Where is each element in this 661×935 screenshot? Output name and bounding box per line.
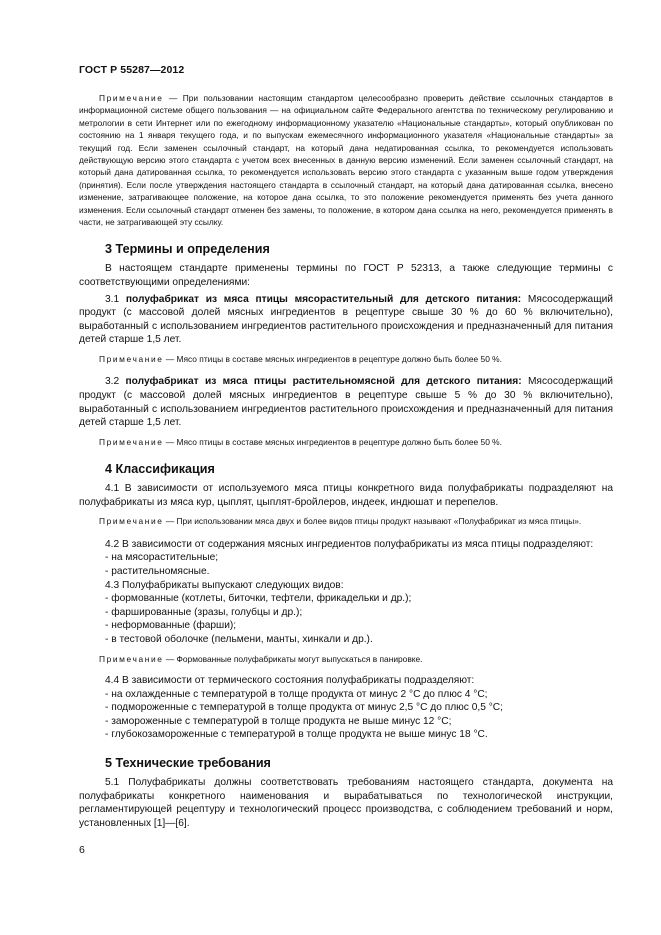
page-number: 6: [79, 844, 85, 856]
term-3-2-note: Примечание — Мясо птицы в составе мясных ингредиентов в рецептуре должно быть более 50 %.: [99, 436, 502, 447]
section-3-intro: В настоящем стандарте применены термины по ГОСТ Р 52313, а также следующие термины с соответствующими определениями:: [79, 263, 613, 289]
term-3-1-name: полуфабрикат из мяса птицы мясорастительный для детского питания:: [125, 293, 522, 305]
list-item: - замороженные с температурой в толще продукта не выше минус 12 °С;: [105, 715, 452, 727]
section-3-title: 3 Термины и определения: [105, 242, 270, 257]
section-5-title: 5 Технические требования: [105, 755, 271, 770]
clause-4-1: 4.1 В зависимости от используемого мяса птицы конкретного вида полуфабрикаты подразделяют на полуфабрикаты из мяса кур, цыплят, цыплят-бройлеров, индеек, индюшат и перепелов.: [79, 483, 613, 508]
list-item: - подмороженные с температурой в толще продукта от минус 2,5 °С до плюс 0,5 °С;: [105, 702, 503, 714]
list-item: - неформованные (фарши);: [105, 620, 237, 632]
list-item: - в тестовой оболочке (пельмени, манты, хинкали и др.).: [105, 633, 373, 645]
section-4-title: 4 Классификация: [105, 462, 215, 477]
clause-4-3-note: Примечание — Формованные полуфабрикаты могут выпускаться в панировке.: [99, 653, 423, 664]
term-3-2-name: полуфабрикат из мяса птицы растительномясной для детского питания:: [125, 376, 522, 388]
list-item: - на охлажденные с температурой в толще продукта от минус 2 °С до плюс 4 °С;: [105, 688, 488, 700]
list-item: - растительномясные.: [105, 566, 210, 577]
clause-4-1-note: Примечание — При использовании мяса двух и более видов птицы продукт называют «Полуфабрикат из мяса птицы».: [99, 516, 582, 527]
list-item: - на мясорастительные;: [105, 552, 219, 564]
page-content: [79, 92, 613, 830]
note-label: Примечание: [99, 93, 164, 103]
list-item: - формованные (котлеты, биточки, тефтели, фрикадельки и др.);: [105, 593, 412, 605]
clause-4-3: 4.3 Полуфабрикаты выпускают следующих видов:: [105, 579, 344, 591]
clause-4-4: 4.4 В зависимости от термического состояния полуфабрикаты подразделяют:: [105, 674, 475, 686]
doc-header-code: ГОСТ Р 55287—2012: [79, 64, 185, 76]
term-3-2: 3.2 полуфабрикат из мяса птицы растительномясной для детского питания: Мясосодержащий продукт (с массовой долей мясных ингредиентов в рецептуре свыше 5 % до 30 % включительно), выработанный с использованием ингредиентов растительного происхождения и предназначенный для питания детей старше 1,5 лет.: [79, 376, 613, 429]
list-item: - глубокозамороженные с температурой в толще продукта не выше минус 18 °С.: [105, 729, 488, 741]
term-3-1: 3.1 полуфабрикат из мяса птицы мясорастительный для детского питания: Мясосодержащий продукт (с массовой долей мясных ингредиентов в рецептуре свыше 30 % до 60 % включительно), выработанный с использованием ингредиентов растительного происхождения и предназначенный для питания детей старше 1,5 лет.: [79, 293, 613, 346]
clause-5-1: 5.1 Полуфабрикаты должны соответствовать требованиям настоящего стандарта, документа на полуфабрикаты конкретного наименования и вырабатываться по технологической инструкции, регламентирующей рецептуру и технологический процесс производства, с соблюдением требований и норм, установленных [1]—[6].: [79, 776, 613, 829]
intro-note: Примечание — При пользовании настоящим стандартом целесообразно проверить действие ссылочных стандартов в информационной системе общего пользования — на официальном сайте Федерального агентства по техническому регулированию и метрологии в сети Интернет или по ежегодному информационному указателю «Национальные стандарты», который опубликован по состоянию на 1 января текущего года, и по выпускам ежемесячного информационного указателя «Национальные стандарты» за текущий год. Если заменен ссылочный стандарт, на который дана недатированная ссылка, то рекомендуется использовать действующую версию этого стандарта с учетом всех внесенных в данную версию изменений. Если заменен ссылочный стандарт, на который дана датированная ссылка, то рекомендуется использовать версию этого стандарта с указанным выше годом утверждения (принятия). Если после утверждения настоящего стандарта в ссылочный стандарт, на который дана датированная ссылка, внесено изменение, затрагивающее положение, на которое дана ссылка, то это положение рекомендуется применять без учета данного изменения. Если ссылочный стандарт отменен без замены, то положение, в котором дана ссылка на него, рекомендуется применять в части, не затрагивающей эту ссылку.: [79, 93, 613, 228]
clause-4-2: 4.2 В зависимости от содержания мясных ингредиентов полуфабрикаты из мяса птицы подразделяют:: [105, 538, 594, 550]
list-item: - фаршированные (зразы, голубцы и др.);: [105, 606, 303, 618]
term-3-1-note: Примечание — Мясо птицы в составе мясных ингредиентов в рецептуре должно быть более 50 %.: [99, 354, 502, 365]
